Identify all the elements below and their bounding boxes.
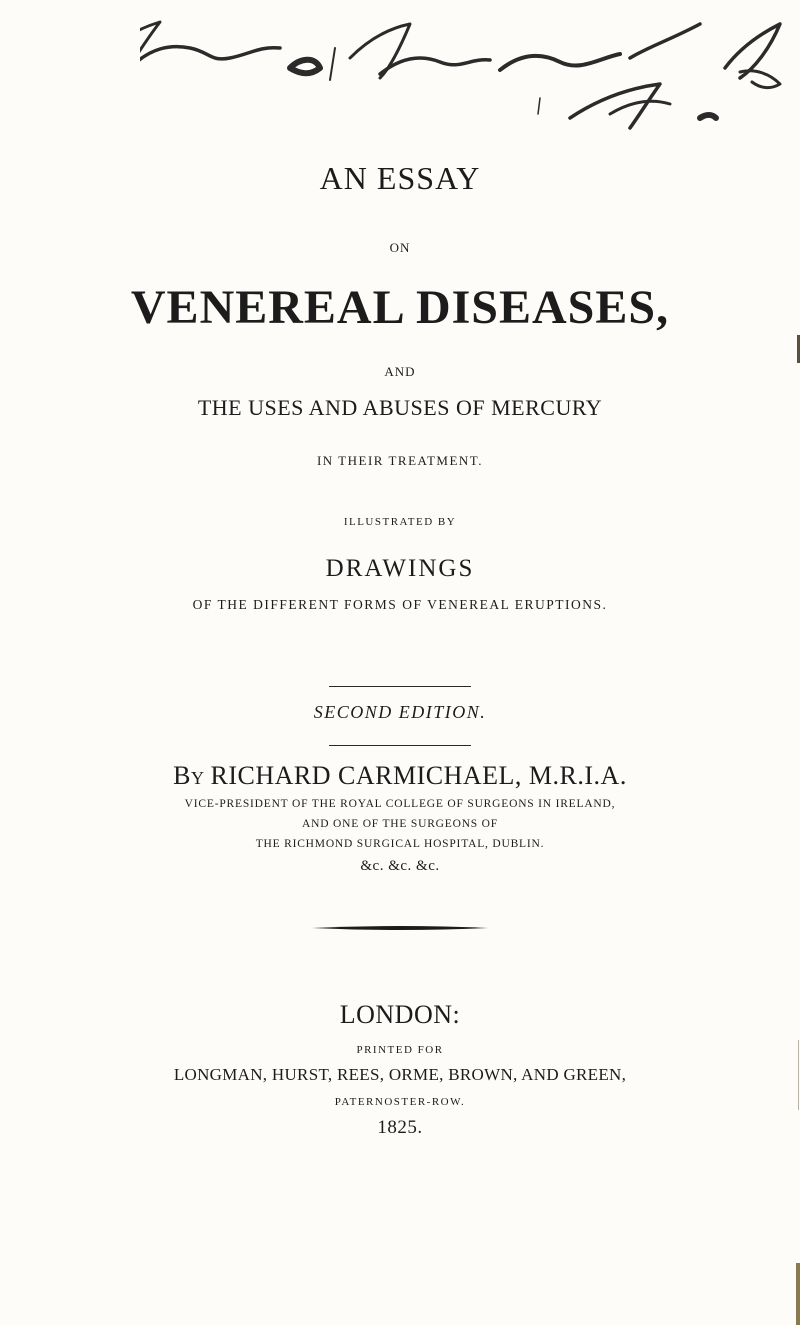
by-initial: B xyxy=(173,761,192,790)
author-credential-3: THE RICHMOND SURGICAL HOSPITAL, DUBLIN. xyxy=(255,838,545,850)
divider-rule xyxy=(329,686,471,687)
bleed-through-line xyxy=(798,1040,799,1110)
publishers: LONGMAN, HURST, REES, ORME, BROWN, AND GREEN, xyxy=(173,1065,627,1084)
by-rest: Y xyxy=(191,768,205,788)
handwritten-signature xyxy=(140,18,800,148)
printed-for-label: PRINTED FOR xyxy=(356,1044,444,1056)
et-cetera: &c. &c. &c. xyxy=(360,858,440,874)
author-credential-2: AND ONE OF THE SURGEONS OF xyxy=(302,818,498,830)
illustrated-by-label: ILLUSTRATED BY xyxy=(343,516,457,528)
forms-line: OF THE DIFFERENT FORMS OF VENEREAL ERUPTIONS. xyxy=(192,597,608,612)
page-edge-mark xyxy=(796,1263,800,1325)
drawings-heading: DRAWINGS xyxy=(325,555,475,582)
publication-year: 1825. xyxy=(377,1117,423,1138)
author-name: RICHARD CARMICHAEL, M.R.I.A. xyxy=(210,761,627,790)
on-label: ON xyxy=(389,240,411,255)
edition-label: SECOND EDITION. xyxy=(313,702,487,722)
imprint-city: LONDON: xyxy=(339,1000,461,1029)
treatment-line: IN THEIR TREATMENT. xyxy=(316,453,484,468)
divider-rule xyxy=(329,745,471,746)
page-title: VENEREAL DISEASES, xyxy=(130,281,670,334)
publisher-address: PATERNOSTER-ROW. xyxy=(334,1096,466,1108)
author-credential-1: VICE-PRESIDENT OF THE ROYAL COLLEGE OF SURGEONS IN IRELAND, xyxy=(184,798,616,810)
essay-heading: AN ESSAY xyxy=(319,160,481,196)
author-line xyxy=(0,761,800,791)
ornamental-rule xyxy=(312,924,488,932)
and-label: AND xyxy=(384,364,416,379)
subtitle: THE USES AND ABUSES OF MERCURY xyxy=(197,395,603,420)
